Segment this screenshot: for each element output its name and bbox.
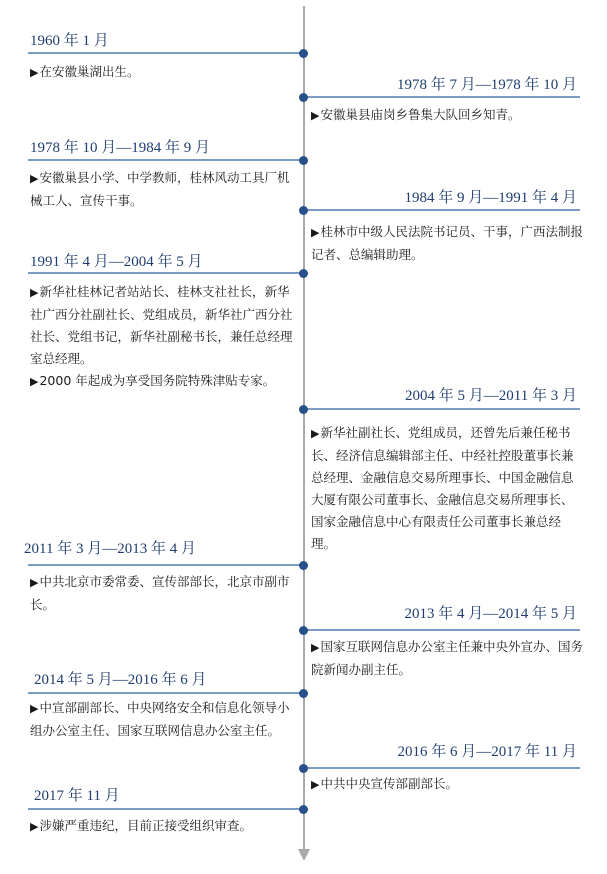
entry-description — [30, 571, 296, 616]
timeline-arrow-icon — [298, 849, 310, 861]
entry-description — [311, 104, 583, 127]
date-rule — [304, 209, 580, 211]
entry-description — [30, 281, 296, 393]
date-rule — [28, 692, 304, 694]
entry-line: ▶ 桂林市中级人民法院书记员、干事，广西法制报记者、总编辑助理。 — [311, 221, 583, 266]
timeline-dot — [299, 405, 308, 414]
date-rule — [28, 272, 304, 274]
entry-description — [311, 773, 585, 796]
date-rule — [28, 564, 304, 566]
timeline-dot — [299, 561, 308, 570]
entry-date: 2014 年 5 月—2016 年 6 月 — [34, 672, 207, 688]
entry-date: 2017 年 11 月 — [34, 788, 120, 804]
entry-line: ▶ 涉嫌严重违纪，目前正接受组织审查。 — [30, 815, 296, 838]
date-rule — [304, 629, 580, 631]
entry-date: 1978 年 10 月—1984 年 9 月 — [30, 140, 211, 156]
date-rule — [304, 408, 580, 410]
timeline-dot — [299, 805, 308, 814]
timeline-dot — [299, 269, 308, 278]
entry-date: 2004 年 5 月—2011 年 3 月 — [405, 388, 577, 404]
date-rule — [28, 52, 304, 54]
entry-line: ▶ 新华社桂林记者站站长、桂林支社社长，新华社广西分社副社长、党组成员，新华社广西分社社长、党组书记，新华社副秘书长，兼任总经理室总经理。 — [30, 281, 296, 370]
entry-description — [30, 815, 296, 838]
entry-description — [311, 422, 585, 555]
entry-line: ▶ 安徽巢县庙岗乡鲁集大队回乡知青。 — [311, 104, 583, 127]
date-rule — [28, 808, 304, 810]
date-rule — [28, 159, 304, 161]
entry-line: ▶ 在安徽巢湖出生。 — [30, 61, 292, 84]
timeline-dot — [299, 764, 308, 773]
timeline-dot — [299, 49, 308, 58]
entry-description — [311, 221, 583, 266]
timeline-dot — [299, 689, 308, 698]
entry-date: 1960 年 1 月 — [30, 33, 109, 49]
timeline-dot — [299, 626, 308, 635]
entry-date: 1984 年 9 月—1991 年 4 月 — [404, 190, 577, 206]
timeline-dot — [299, 156, 308, 165]
entry-description — [311, 636, 585, 681]
entry-line: ▶ 中共北京市委常委、宣传部部长，北京市副市长。 — [30, 571, 296, 616]
date-rule — [304, 96, 580, 98]
entry-description — [30, 167, 296, 212]
entry-line: ▶ 国家互联网信息办公室主任兼中央外宣办、国务院新闻办副主任。 — [311, 636, 585, 681]
entry-date: 2016 年 6 月—2017 年 11 月 — [397, 744, 577, 760]
timeline-dot — [299, 93, 308, 102]
entry-date: 1978 年 7 月—1978 年 10 月 — [396, 77, 577, 93]
entry-description — [30, 61, 292, 84]
entry-description — [30, 697, 296, 742]
entry-line: ▶ 安徽巢县小学、中学教师，桂林风动工具厂机械工人、宣传干事。 — [30, 167, 296, 212]
timeline-dot — [299, 206, 308, 215]
entry-line: ▶ 中共中央宣传部副部长。 — [311, 773, 585, 796]
entry-date: 2013 年 4 月—2014 年 5 月 — [404, 606, 577, 622]
entry-line: ▶ 2000 年起成为享受国务院特殊津贴专家。 — [30, 370, 296, 393]
entry-line: ▶ 新华社副社长、党组成员，还曾先后兼任秘书长、经济信息编辑部主任、中经社控股董事长兼总经理、金融信息交易所理事长、中国金融信息大厦有限公司董事长、金融信息交易所理事长、国家金融信息中心有限责任公司董事长兼总经理。 — [311, 422, 585, 555]
entry-line: ▶ 中宣部副部长、中央网络安全和信息化领导小组办公室主任、国家互联网信息办公室主任。 — [30, 697, 296, 742]
timeline-axis — [303, 6, 305, 854]
entry-date: 2011 年 3 月—2013 年 4 月 — [24, 541, 196, 557]
entry-date: 1991 年 4 月—2004 年 5 月 — [30, 254, 203, 270]
date-rule — [304, 767, 580, 769]
